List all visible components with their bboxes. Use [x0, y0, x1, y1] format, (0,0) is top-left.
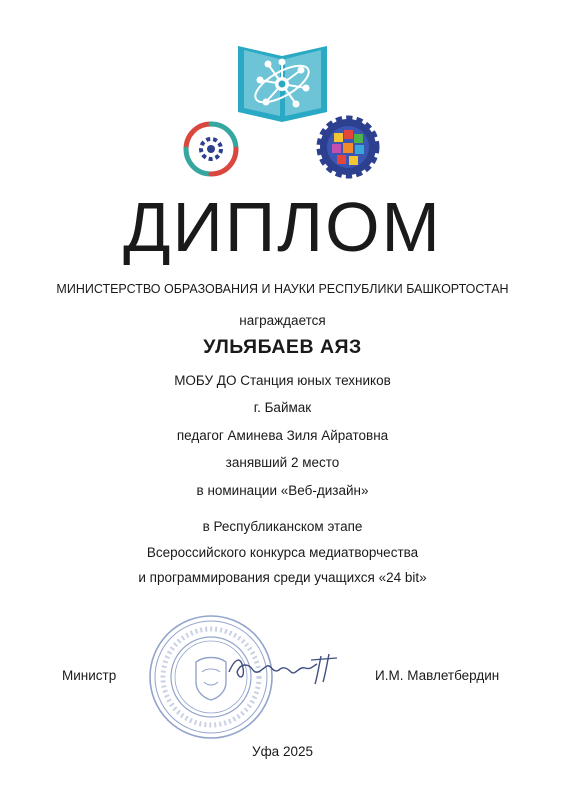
signer-name: И.М. Мавлетбердин — [375, 668, 500, 683]
contest-stage: в Республиканском этапе — [202, 519, 363, 534]
footer-city-year: Уфа 2025 — [252, 744, 313, 759]
ministry-name: МИНИСТЕРСТВО ОБРАЗОВАНИЯ И НАУКИ РЕСПУБЛИКИ БАШКОРТОСТАН — [56, 282, 509, 296]
teacher: педагог Аминева Зиля Айратовна — [176, 428, 389, 443]
city: г. Баймак — [253, 400, 312, 415]
open-book-network-icon — [230, 38, 335, 123]
diploma-title: ДИПЛОМ — [123, 188, 442, 266]
contest-name-line2: и программирования среди учащихся «24 bit» — [138, 570, 427, 585]
contest-name-line1: Всероссийского конкурса медиатворчества — [146, 545, 419, 560]
nomination: в номинации «Веб-дизайн» — [196, 483, 369, 498]
organization: МОБУ ДО Станция юных техников — [174, 373, 391, 388]
recipient-name: УЛЬЯБАЕВ АЯЗ — [203, 336, 362, 358]
place: занявший 2 место — [225, 455, 340, 470]
tech-gear-logo-icon — [180, 118, 242, 180]
signer-position: Министр — [62, 668, 117, 683]
handwritten-signature — [225, 648, 355, 688]
gear-emblem-logo-icon — [316, 115, 380, 179]
awarded-label: награждается — [239, 313, 326, 328]
